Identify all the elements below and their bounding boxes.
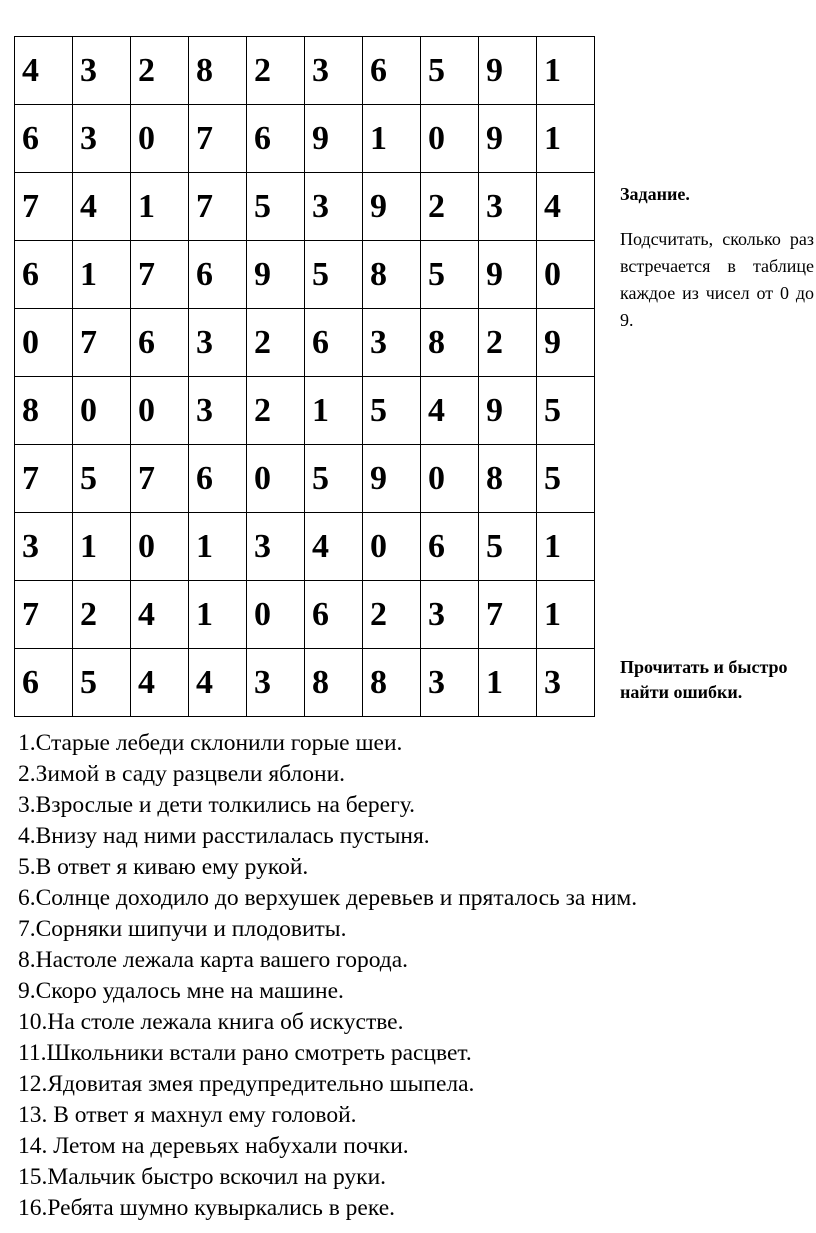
grid-cell: 8 xyxy=(421,309,479,377)
grid-cell: 1 xyxy=(305,377,363,445)
grid-cell: 6 xyxy=(305,309,363,377)
grid-cell: 9 xyxy=(305,105,363,173)
grid-cell: 3 xyxy=(479,173,537,241)
grid-cell: 2 xyxy=(247,377,305,445)
grid-cell: 1 xyxy=(189,581,247,649)
sentence-item: 12.Ядовитая змея предупредительно шыпела. xyxy=(18,1071,475,1097)
grid-cell: 1 xyxy=(131,173,189,241)
grid-cell: 0 xyxy=(73,377,131,445)
grid-cell: 0 xyxy=(247,445,305,513)
grid-cell: 8 xyxy=(305,649,363,717)
sentence-item: 16.Ребята шумно кувыркались в реке. xyxy=(18,1195,395,1221)
grid-cell: 7 xyxy=(189,173,247,241)
grid-cell: 4 xyxy=(131,649,189,717)
sentence-item: 10.На столе лежала книга об искустве. xyxy=(18,1009,404,1035)
grid-cell: 8 xyxy=(15,377,73,445)
grid-cell: 4 xyxy=(131,581,189,649)
grid-cell: 3 xyxy=(73,105,131,173)
grid-cell: 5 xyxy=(479,513,537,581)
grid-cell: 1 xyxy=(189,513,247,581)
grid-cell: 2 xyxy=(247,37,305,105)
grid-row xyxy=(15,173,595,241)
grid-cell: 1 xyxy=(537,581,595,649)
grid-cell: 0 xyxy=(421,105,479,173)
grid-cell: 2 xyxy=(131,37,189,105)
grid-cell: 0 xyxy=(247,581,305,649)
grid-cell: 3 xyxy=(305,37,363,105)
task-title: Задание. xyxy=(620,184,690,204)
grid-cell: 7 xyxy=(131,445,189,513)
grid-cell: 6 xyxy=(15,649,73,717)
grid-cell: 3 xyxy=(189,377,247,445)
grid-cell: 7 xyxy=(131,241,189,309)
task2-instruction: Прочитать и быстро найти ошибки. xyxy=(620,657,788,702)
sentence-item: 13. В ответ я махнул ему головой. xyxy=(18,1102,357,1128)
sentence-list xyxy=(18,728,637,1224)
grid-cell: 4 xyxy=(305,513,363,581)
grid-cell: 5 xyxy=(421,37,479,105)
grid-row xyxy=(15,649,595,717)
grid-cell: 3 xyxy=(247,649,305,717)
grid-cell: 7 xyxy=(479,581,537,649)
number-grid xyxy=(14,36,595,717)
grid-cell: 9 xyxy=(479,241,537,309)
grid-cell: 0 xyxy=(131,105,189,173)
grid-cell: 6 xyxy=(15,105,73,173)
grid-row xyxy=(15,581,595,649)
grid-cell: 6 xyxy=(189,445,247,513)
grid-row xyxy=(15,309,595,377)
grid-cell: 8 xyxy=(363,649,421,717)
grid-cell: 5 xyxy=(537,445,595,513)
grid-cell: 5 xyxy=(363,377,421,445)
grid-cell: 5 xyxy=(73,649,131,717)
sentence-item: 7.Сорняки шипучи и плодовиты. xyxy=(18,916,347,942)
grid-cell: 2 xyxy=(479,309,537,377)
grid-cell: 9 xyxy=(537,309,595,377)
grid-row xyxy=(15,513,595,581)
grid-cell: 9 xyxy=(479,37,537,105)
grid-cell: 8 xyxy=(189,37,247,105)
grid-cell: 6 xyxy=(305,581,363,649)
grid-cell: 0 xyxy=(363,513,421,581)
grid-cell: 4 xyxy=(73,173,131,241)
grid-cell: 1 xyxy=(537,513,595,581)
grid-cell: 3 xyxy=(421,649,479,717)
grid-cell: 5 xyxy=(247,173,305,241)
sentence-item: 3.Взрослые и дети толкились на берегу. xyxy=(18,792,415,818)
sentence-item: 11.Школьники встали рано смотреть расцвет. xyxy=(18,1040,472,1066)
grid-cell: 0 xyxy=(15,309,73,377)
grid-cell: 7 xyxy=(15,173,73,241)
sentence-item: 14. Летом на деревьях набухали почки. xyxy=(18,1133,409,1159)
grid-cell: 6 xyxy=(421,513,479,581)
sentence-item: 2.Зимой в саду разцвели яблони. xyxy=(18,761,346,787)
grid-cell: 7 xyxy=(15,581,73,649)
grid-row xyxy=(15,377,595,445)
grid-cell: 5 xyxy=(421,241,479,309)
grid-cell: 2 xyxy=(363,581,421,649)
grid-cell: 3 xyxy=(189,309,247,377)
task-description: Подсчитать, сколько раз встречается в таблице каждое из чисел от 0 до 9. xyxy=(620,229,814,330)
grid-cell: 8 xyxy=(479,445,537,513)
grid-cell: 1 xyxy=(479,649,537,717)
sentence-item: 6.Солнце доходило до верхушек деревьев и пряталось за ним. xyxy=(18,885,638,911)
grid-cell: 4 xyxy=(189,649,247,717)
sentence-item: 9.Скоро удалось мне на машине. xyxy=(18,978,344,1004)
grid-cell: 6 xyxy=(131,309,189,377)
grid-cell: 1 xyxy=(363,105,421,173)
grid-cell: 6 xyxy=(247,105,305,173)
grid-cell: 9 xyxy=(363,445,421,513)
grid-cell: 3 xyxy=(421,581,479,649)
grid-row xyxy=(15,37,595,105)
sentence-item: 5.В ответ я киваю ему рукой. xyxy=(18,854,309,880)
grid-cell: 9 xyxy=(247,241,305,309)
sentence-item: 15.Мальчик быстро вскочил на руки. xyxy=(18,1164,387,1190)
grid-cell: 3 xyxy=(247,513,305,581)
grid-cell: 1 xyxy=(537,105,595,173)
grid-cell: 6 xyxy=(15,241,73,309)
grid-cell: 9 xyxy=(363,173,421,241)
grid-cell: 5 xyxy=(305,241,363,309)
grid-row xyxy=(15,241,595,309)
grid-row xyxy=(15,445,595,513)
grid-cell: 1 xyxy=(73,241,131,309)
grid-cell: 3 xyxy=(305,173,363,241)
grid-cell: 3 xyxy=(363,309,421,377)
grid-cell: 6 xyxy=(363,37,421,105)
grid-cell: 6 xyxy=(189,241,247,309)
sentence-item: 1.Старые лебеди склонили горые шеи. xyxy=(18,730,403,756)
grid-row xyxy=(15,105,595,173)
grid-cell: 2 xyxy=(247,309,305,377)
grid-cell: 0 xyxy=(131,377,189,445)
grid-cell: 1 xyxy=(73,513,131,581)
grid-cell: 5 xyxy=(305,445,363,513)
grid-cell: 7 xyxy=(73,309,131,377)
grid-cell: 3 xyxy=(73,37,131,105)
grid-cell: 4 xyxy=(537,173,595,241)
sentence-item: 8.Настоле лежала карта вашего города. xyxy=(18,947,409,973)
sentence-item: 4.Внизу над ними расстилалась пустыня. xyxy=(18,823,430,849)
grid-cell: 9 xyxy=(479,377,537,445)
grid-cell: 3 xyxy=(537,649,595,717)
grid-cell: 0 xyxy=(131,513,189,581)
grid-cell: 5 xyxy=(73,445,131,513)
grid-cell: 4 xyxy=(15,37,73,105)
grid-cell: 8 xyxy=(363,241,421,309)
grid-cell: 5 xyxy=(537,377,595,445)
grid-cell: 2 xyxy=(421,173,479,241)
grid-cell: 0 xyxy=(537,241,595,309)
grid-cell: 7 xyxy=(15,445,73,513)
grid-cell: 0 xyxy=(421,445,479,513)
grid-cell: 7 xyxy=(189,105,247,173)
grid-cell: 2 xyxy=(73,581,131,649)
grid-cell: 3 xyxy=(15,513,73,581)
grid-cell: 9 xyxy=(479,105,537,173)
grid-cell: 4 xyxy=(421,377,479,445)
grid-cell: 1 xyxy=(537,37,595,105)
